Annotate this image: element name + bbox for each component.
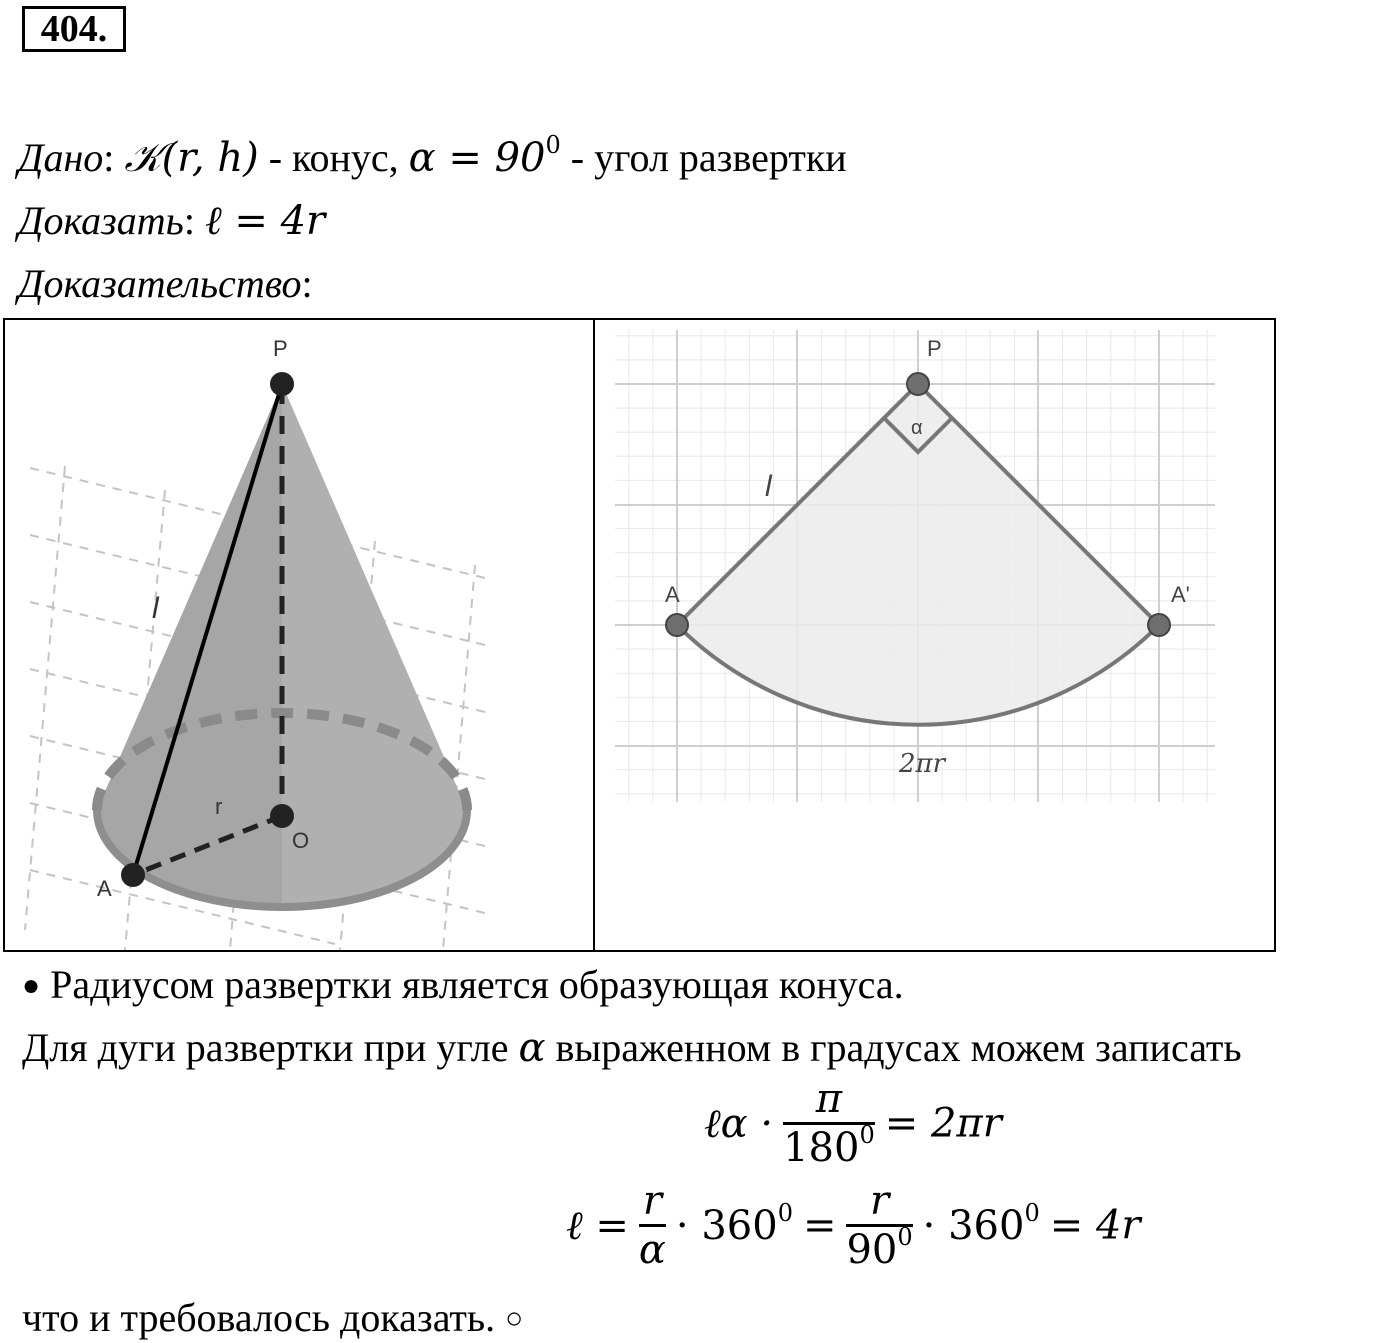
- eq2-fraction-2: [846, 1180, 912, 1271]
- arc-alpha: α: [518, 1025, 546, 1071]
- label-p: P: [927, 336, 942, 361]
- equation-2: [566, 1180, 1141, 1271]
- point-a-prime: [1148, 614, 1170, 636]
- label-o: O: [292, 828, 310, 853]
- label-l: l: [152, 592, 159, 625]
- point-a: [666, 614, 688, 636]
- point-o: [270, 804, 294, 828]
- eq2-f2-num: r: [870, 1178, 890, 1224]
- eq1-den-exp: 0: [859, 1121, 875, 1149]
- problem-number: 404.: [22, 6, 126, 52]
- alpha-exp: 0: [545, 131, 561, 159]
- eq1-fraction: [783, 1078, 875, 1169]
- cone-symbol: 𝒦(r, h): [124, 135, 259, 181]
- eq2-f1-den: α: [638, 1227, 666, 1273]
- figure: [3, 318, 1276, 952]
- prove-line: Доказать: ℓ = 4r: [18, 198, 326, 244]
- point-p: [907, 373, 929, 395]
- development-figure: [595, 320, 1274, 950]
- eq2-eq: =: [802, 1202, 837, 1249]
- given-cone-text: - конус,: [258, 135, 409, 180]
- arc-text-before: Для дуги развертки при угле: [22, 1025, 519, 1070]
- eq2-rhs: = 4r: [1049, 1202, 1141, 1249]
- label-arc: 2πr: [899, 749, 946, 779]
- eq2-fraction-1: [639, 1180, 666, 1271]
- eq1-lhs: ℓα ·: [704, 1101, 774, 1147]
- eq2-f2-den-exp: 0: [897, 1223, 913, 1251]
- eq1-num: π: [815, 1076, 843, 1122]
- given-label: Дано: [18, 135, 104, 180]
- point-p: [270, 372, 294, 396]
- eq2-f1-num: r: [642, 1178, 662, 1224]
- cone-figure: [5, 320, 593, 950]
- conclusion-line: [22, 1294, 523, 1343]
- eq1-rhs: = 2πr: [884, 1100, 1002, 1147]
- bullet-line: [22, 961, 904, 1010]
- label-a-prime: A': [1171, 582, 1190, 607]
- eq2-mid2: · 360: [922, 1202, 1025, 1249]
- development-svg: [595, 320, 1274, 950]
- point-a: [121, 863, 145, 887]
- prove-label: Доказать: [18, 198, 184, 243]
- alpha-value: α = 90: [408, 135, 546, 181]
- eq2-mid1: · 360: [675, 1202, 778, 1249]
- cone-svg: [5, 320, 593, 950]
- end-proof-icon: ○: [505, 1302, 524, 1335]
- conclusion-text: что и требовалось доказать.: [22, 1295, 496, 1340]
- prove-statement: ℓ = 4r: [204, 198, 326, 244]
- label-a: A: [97, 876, 112, 901]
- eq2-mid1-exp: 0: [777, 1198, 793, 1227]
- label-p: P: [273, 336, 288, 361]
- eq1-den: 180: [783, 1125, 860, 1171]
- bullet-text: Радиусом развертки является образующая конуса.: [50, 962, 904, 1007]
- cone-left-shade: [97, 384, 282, 910]
- bullet-icon: ●: [22, 969, 41, 1002]
- label-r: r: [215, 794, 223, 819]
- equation-1: [704, 1078, 1002, 1169]
- given-angle-text: - угол развертки: [560, 135, 847, 180]
- label-alpha: α: [911, 417, 923, 439]
- label-a: A: [665, 582, 680, 607]
- arc-text-after: выраженном в градусах можем записать: [545, 1025, 1242, 1070]
- proof-label: Доказательство: [18, 261, 302, 306]
- eq2-mid2-exp: 0: [1024, 1198, 1040, 1227]
- proof-line: Доказательство:: [18, 261, 313, 306]
- eq2-lhs: ℓ =: [566, 1203, 629, 1249]
- arc-line: [22, 1024, 1242, 1072]
- eq2-f2-den: 90: [846, 1227, 898, 1273]
- given-line: Дано: 𝒦(r, h) - конус, $\alpha = 90^0$ - угол развертки: [18, 131, 847, 181]
- label-l: l: [765, 470, 772, 503]
